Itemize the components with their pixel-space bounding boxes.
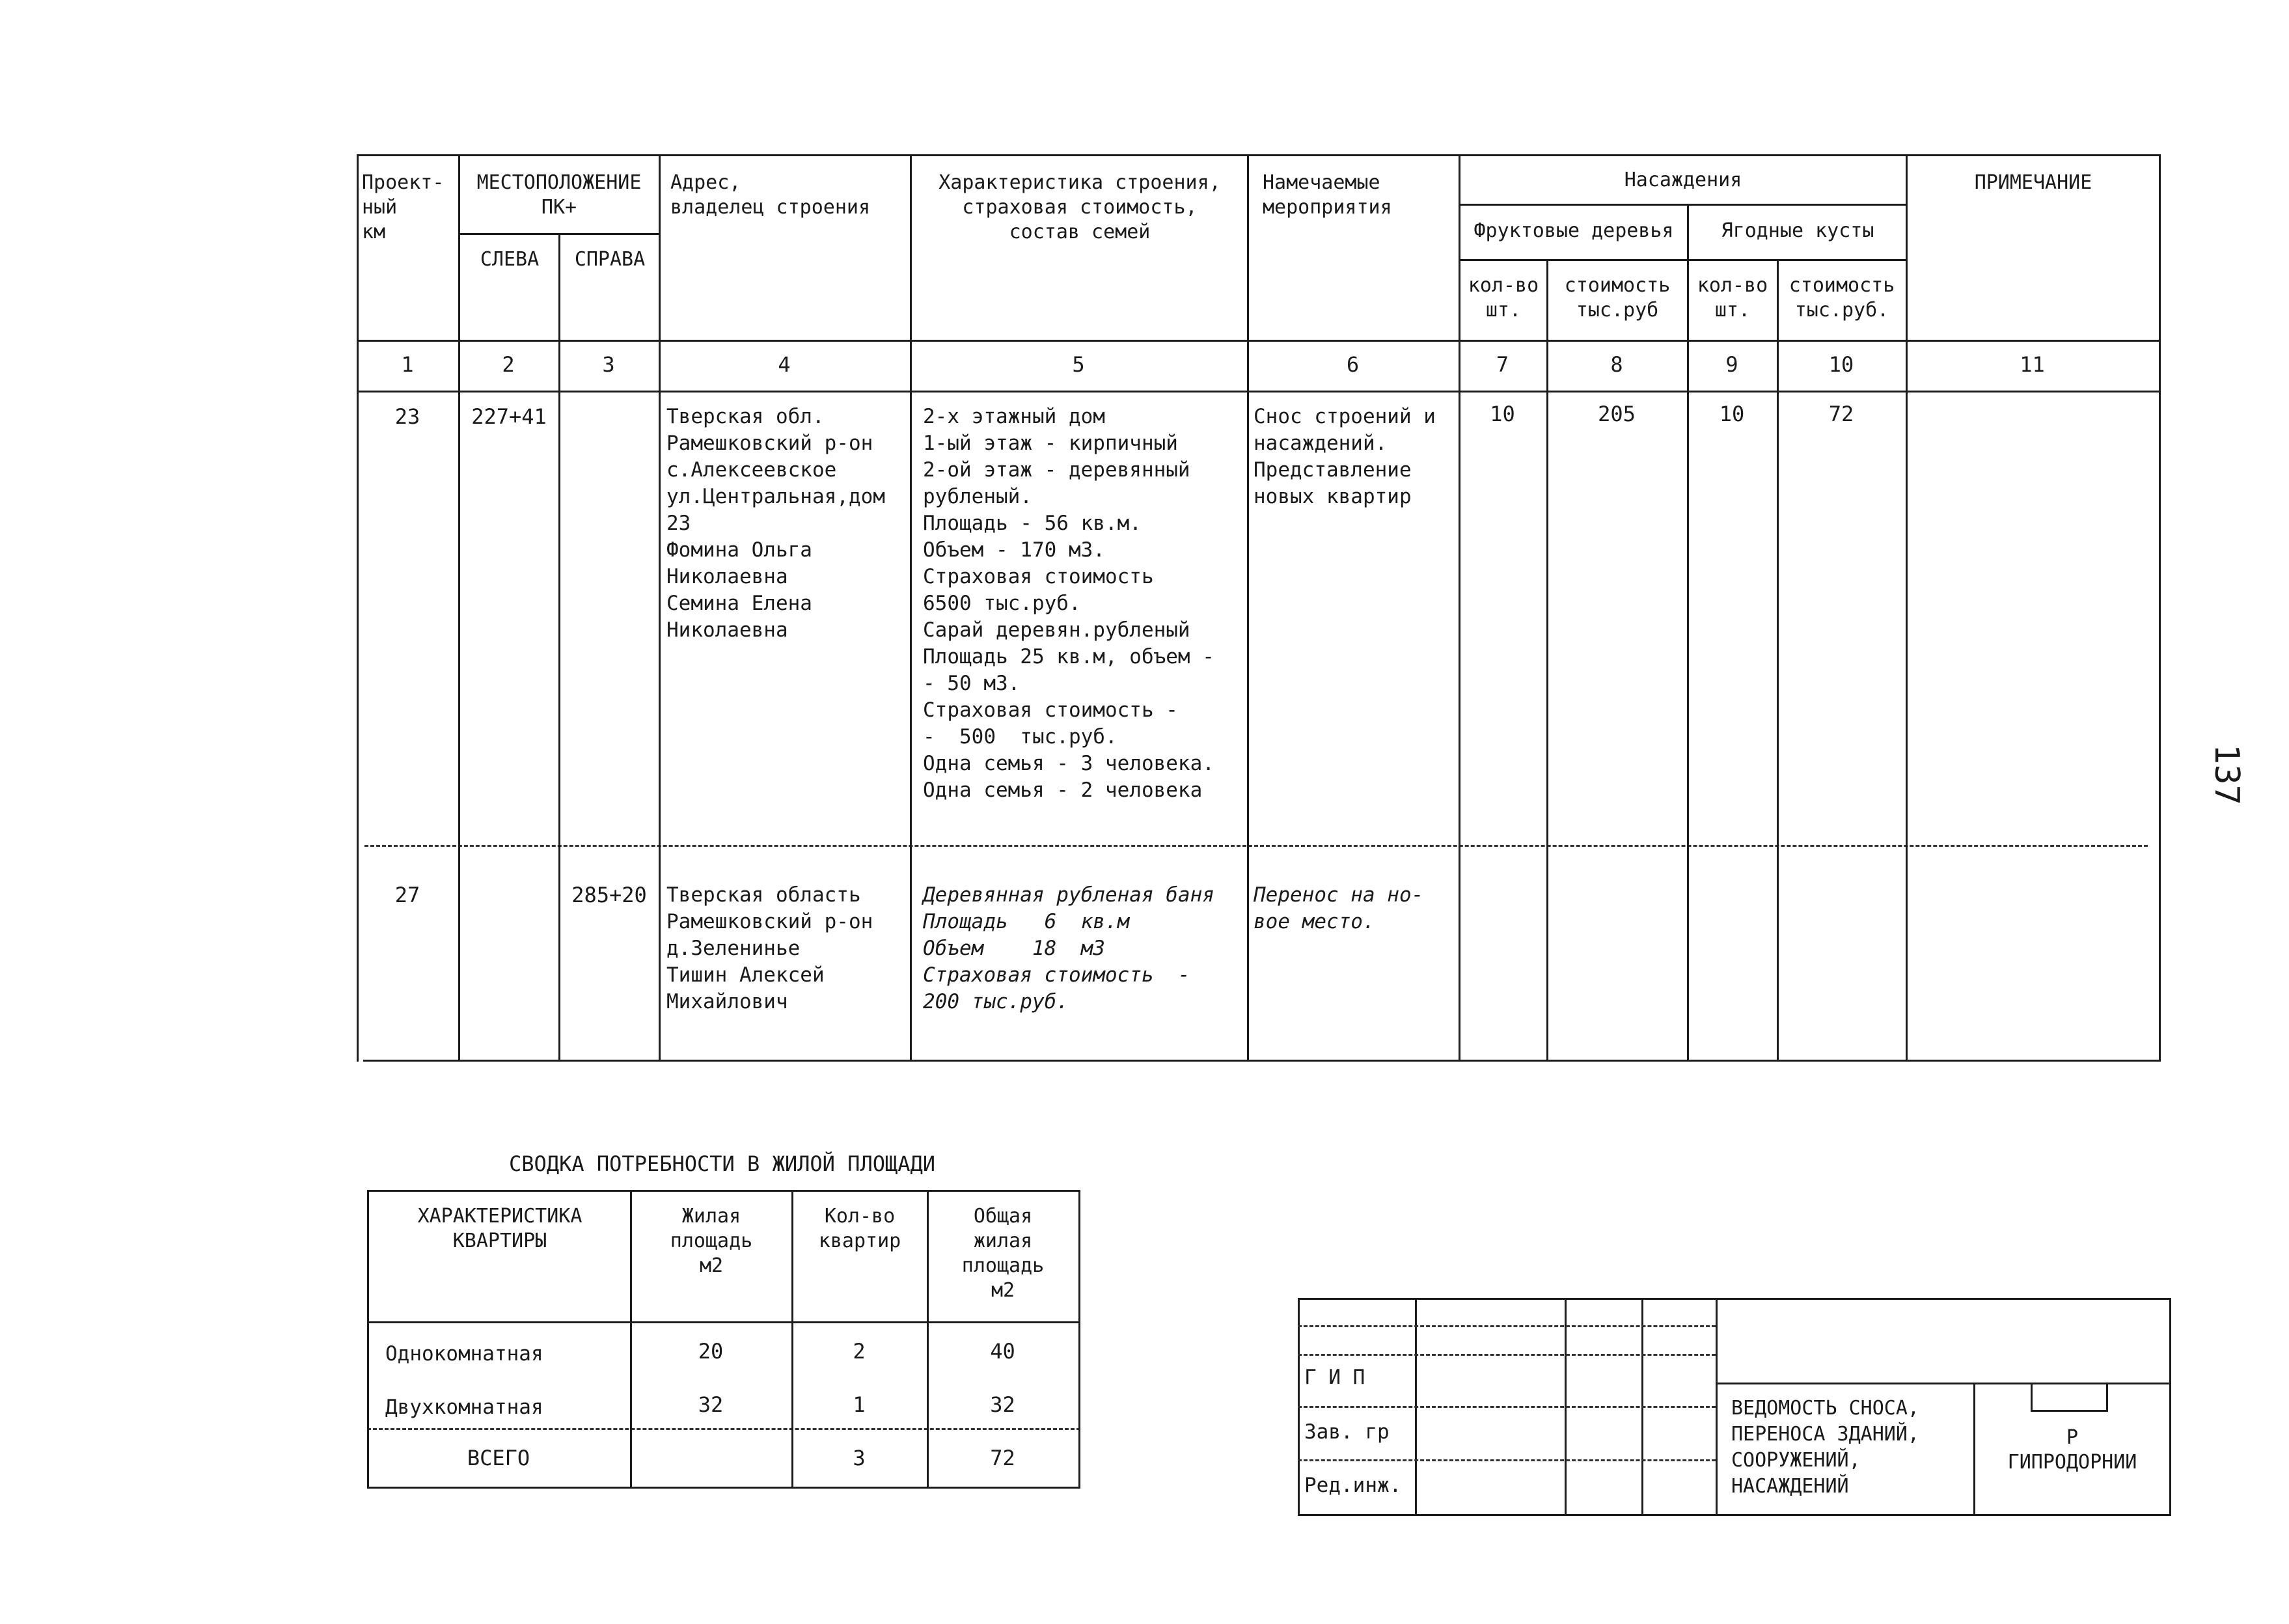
rule	[1459, 259, 1908, 261]
col-number: 3	[602, 352, 615, 377]
header-measures: Намечаемые мероприятия	[1263, 171, 1392, 219]
header-berry-qty: кол-во шт.	[1697, 274, 1768, 322]
rule	[357, 340, 2161, 342]
cell-berry-qty: 10	[1719, 402, 1745, 426]
page-number: 137	[2206, 744, 2246, 805]
rule	[1247, 154, 1249, 1062]
rule	[357, 391, 2161, 392]
summary-cell: 72	[990, 1446, 1015, 1470]
col-number: 10	[1828, 352, 1854, 377]
cell-characteristics: Деревянная рубленая баня Площадь 6 кв.м Объем 18 м3 Страховая стоимость - 200 тыс.руб.	[923, 883, 1214, 1013]
header-fruit-cost: стоимость тыс.руб	[1564, 274, 1671, 322]
header-berry-cost: стоимость тыс.руб.	[1789, 274, 1895, 322]
rule	[367, 1190, 369, 1489]
row-divider	[1298, 1459, 1716, 1461]
cell-measures: Перенос на но- вое место.	[1254, 883, 1424, 933]
rule	[1777, 259, 1779, 1062]
stamp-doc-title: ВЕДОМОСТЬ СНОСА, ПЕРЕНОСА ЗДАНИЙ, СООРУЖЕНИЙ, НАСАЖДЕНИЙ	[1731, 1397, 1919, 1498]
rule	[1716, 1383, 2169, 1384]
col-number: 2	[502, 352, 515, 377]
rule	[2159, 154, 2161, 1062]
header-characteristics: Характеристика строения, страховая стоимость, состав семей	[939, 171, 1221, 243]
row-divider	[1298, 1325, 1716, 1327]
cell-left: 227+41	[471, 404, 547, 429]
stamp-role: Г И П	[1304, 1366, 1365, 1389]
summary-header: ХАРАКТЕРИСТИКА КВАРТИРЫ	[417, 1205, 583, 1252]
rule	[1298, 1298, 2171, 1300]
summary-cell: 32	[698, 1392, 724, 1417]
header-berry-bushes: Ягодные кусты	[1721, 219, 1874, 242]
cell-km: 27	[394, 883, 420, 907]
header-address: Адрес, владелец строения	[670, 171, 871, 219]
summary-cell: 32	[990, 1392, 1015, 1417]
stamp-role: Зав. гр	[1304, 1420, 1390, 1444]
header-right: СПРАВА	[574, 248, 646, 271]
header-note: ПРИМЕЧАНИЕ	[1974, 171, 2092, 194]
row-divider	[1298, 1406, 1716, 1408]
rule	[659, 154, 661, 1062]
header-location: МЕСТОПОЛОЖЕНИЕ ПК+	[476, 171, 642, 219]
rule	[367, 1321, 1080, 1323]
col-number: 11	[2020, 352, 2045, 377]
rule	[2031, 1383, 2033, 1412]
col-number: 7	[1496, 352, 1509, 377]
rule	[910, 154, 912, 1062]
summary-header: Общая жилая площадь м2	[961, 1205, 1045, 1302]
cell-address: Тверская область Рамешковский р-он д.Зеленинье Тишин Алексей Михайлович	[666, 883, 873, 1013]
cell-right: 285+20	[571, 883, 647, 907]
cell-km: 23	[394, 404, 420, 429]
header-fruit-trees: Фруктовые деревья	[1473, 219, 1674, 242]
col-number: 4	[778, 352, 791, 377]
stamp-role: Ред.инж.	[1304, 1474, 1402, 1497]
summary-cell: Двухкомнатная	[385, 1396, 543, 1419]
cell-fruit-qty: 10	[1490, 402, 1515, 426]
summary-cell: Однокомнатная	[385, 1342, 543, 1366]
col-number: 8	[1610, 352, 1623, 377]
row-divider	[367, 1428, 1080, 1430]
col-number: 1	[401, 352, 414, 377]
header-left: СЛЕВА	[480, 248, 540, 271]
rule	[1078, 1190, 1080, 1489]
cell-measures: Снос строений и насаждений. Представление новых квартир	[1254, 405, 1436, 508]
rule	[357, 154, 2161, 156]
summary-title: СВОДКА ПОТРЕБНОСТИ В ЖИЛОЙ ПЛОЩАДИ	[509, 1151, 936, 1176]
summary-cell: 1	[853, 1392, 866, 1417]
col-number: 9	[1725, 352, 1738, 377]
rule	[1298, 1514, 2171, 1516]
rule	[1687, 204, 1689, 1062]
rule	[1459, 204, 1908, 206]
col-number: 5	[1072, 352, 1085, 377]
rule	[1906, 154, 1908, 1062]
summary-cell: 20	[698, 1339, 724, 1364]
rule	[357, 154, 359, 1062]
rule	[363, 1060, 2161, 1062]
summary-header: Жилая площадь м2	[670, 1205, 753, 1277]
row-divider	[1298, 1354, 1716, 1356]
rule	[458, 154, 460, 1062]
rule	[1973, 1383, 1975, 1516]
summary-cell: ВСЕГО	[467, 1446, 530, 1470]
col-number: 6	[1346, 352, 1360, 377]
summary-header: Кол-во квартир	[818, 1205, 901, 1252]
header-fruit-qty: кол-во шт.	[1468, 274, 1539, 322]
summary-cell: 2	[853, 1339, 866, 1364]
rule	[367, 1190, 1080, 1192]
cell-fruit-cost: 205	[1598, 402, 1636, 426]
rule	[2106, 1383, 2108, 1412]
rule	[367, 1487, 1080, 1489]
row-divider	[364, 845, 2148, 847]
summary-cell: 3	[853, 1446, 866, 1470]
cell-berry-cost: 72	[1828, 402, 1854, 426]
header-plantings: Насаждения	[1624, 169, 1742, 191]
rule	[1546, 259, 1548, 1062]
header-km: Проект- ный км	[362, 171, 445, 243]
stamp-org: Р ГИПРОДОРНИИ	[2007, 1426, 2137, 1474]
rule	[1716, 1298, 1718, 1516]
cell-address: Тверская обл. Рамешковский р-он с.Алексеевское ул.Центральная,дом 23 Фомина Ольга Николаевна Семина Елена Николаевна	[666, 405, 885, 642]
rule	[2169, 1298, 2171, 1516]
cell-characteristics: 2-х этажный дом 1-ый этаж - кирпичный 2-ой этаж - деревянный рубленый. Площадь - 56 кв.м. Объем - 170 м3. Страховая стоимость 6500 тыс.руб. Сарай деревян.рубленый Площадь 25 кв.м, объем - - 50 м3. Страховая стоимость - - 500 тыс.руб. Одна семья - 3 человека. Одна семья - 2 человека	[923, 405, 1214, 802]
rule	[2031, 1410, 2108, 1412]
summary-cell: 40	[990, 1339, 1015, 1364]
